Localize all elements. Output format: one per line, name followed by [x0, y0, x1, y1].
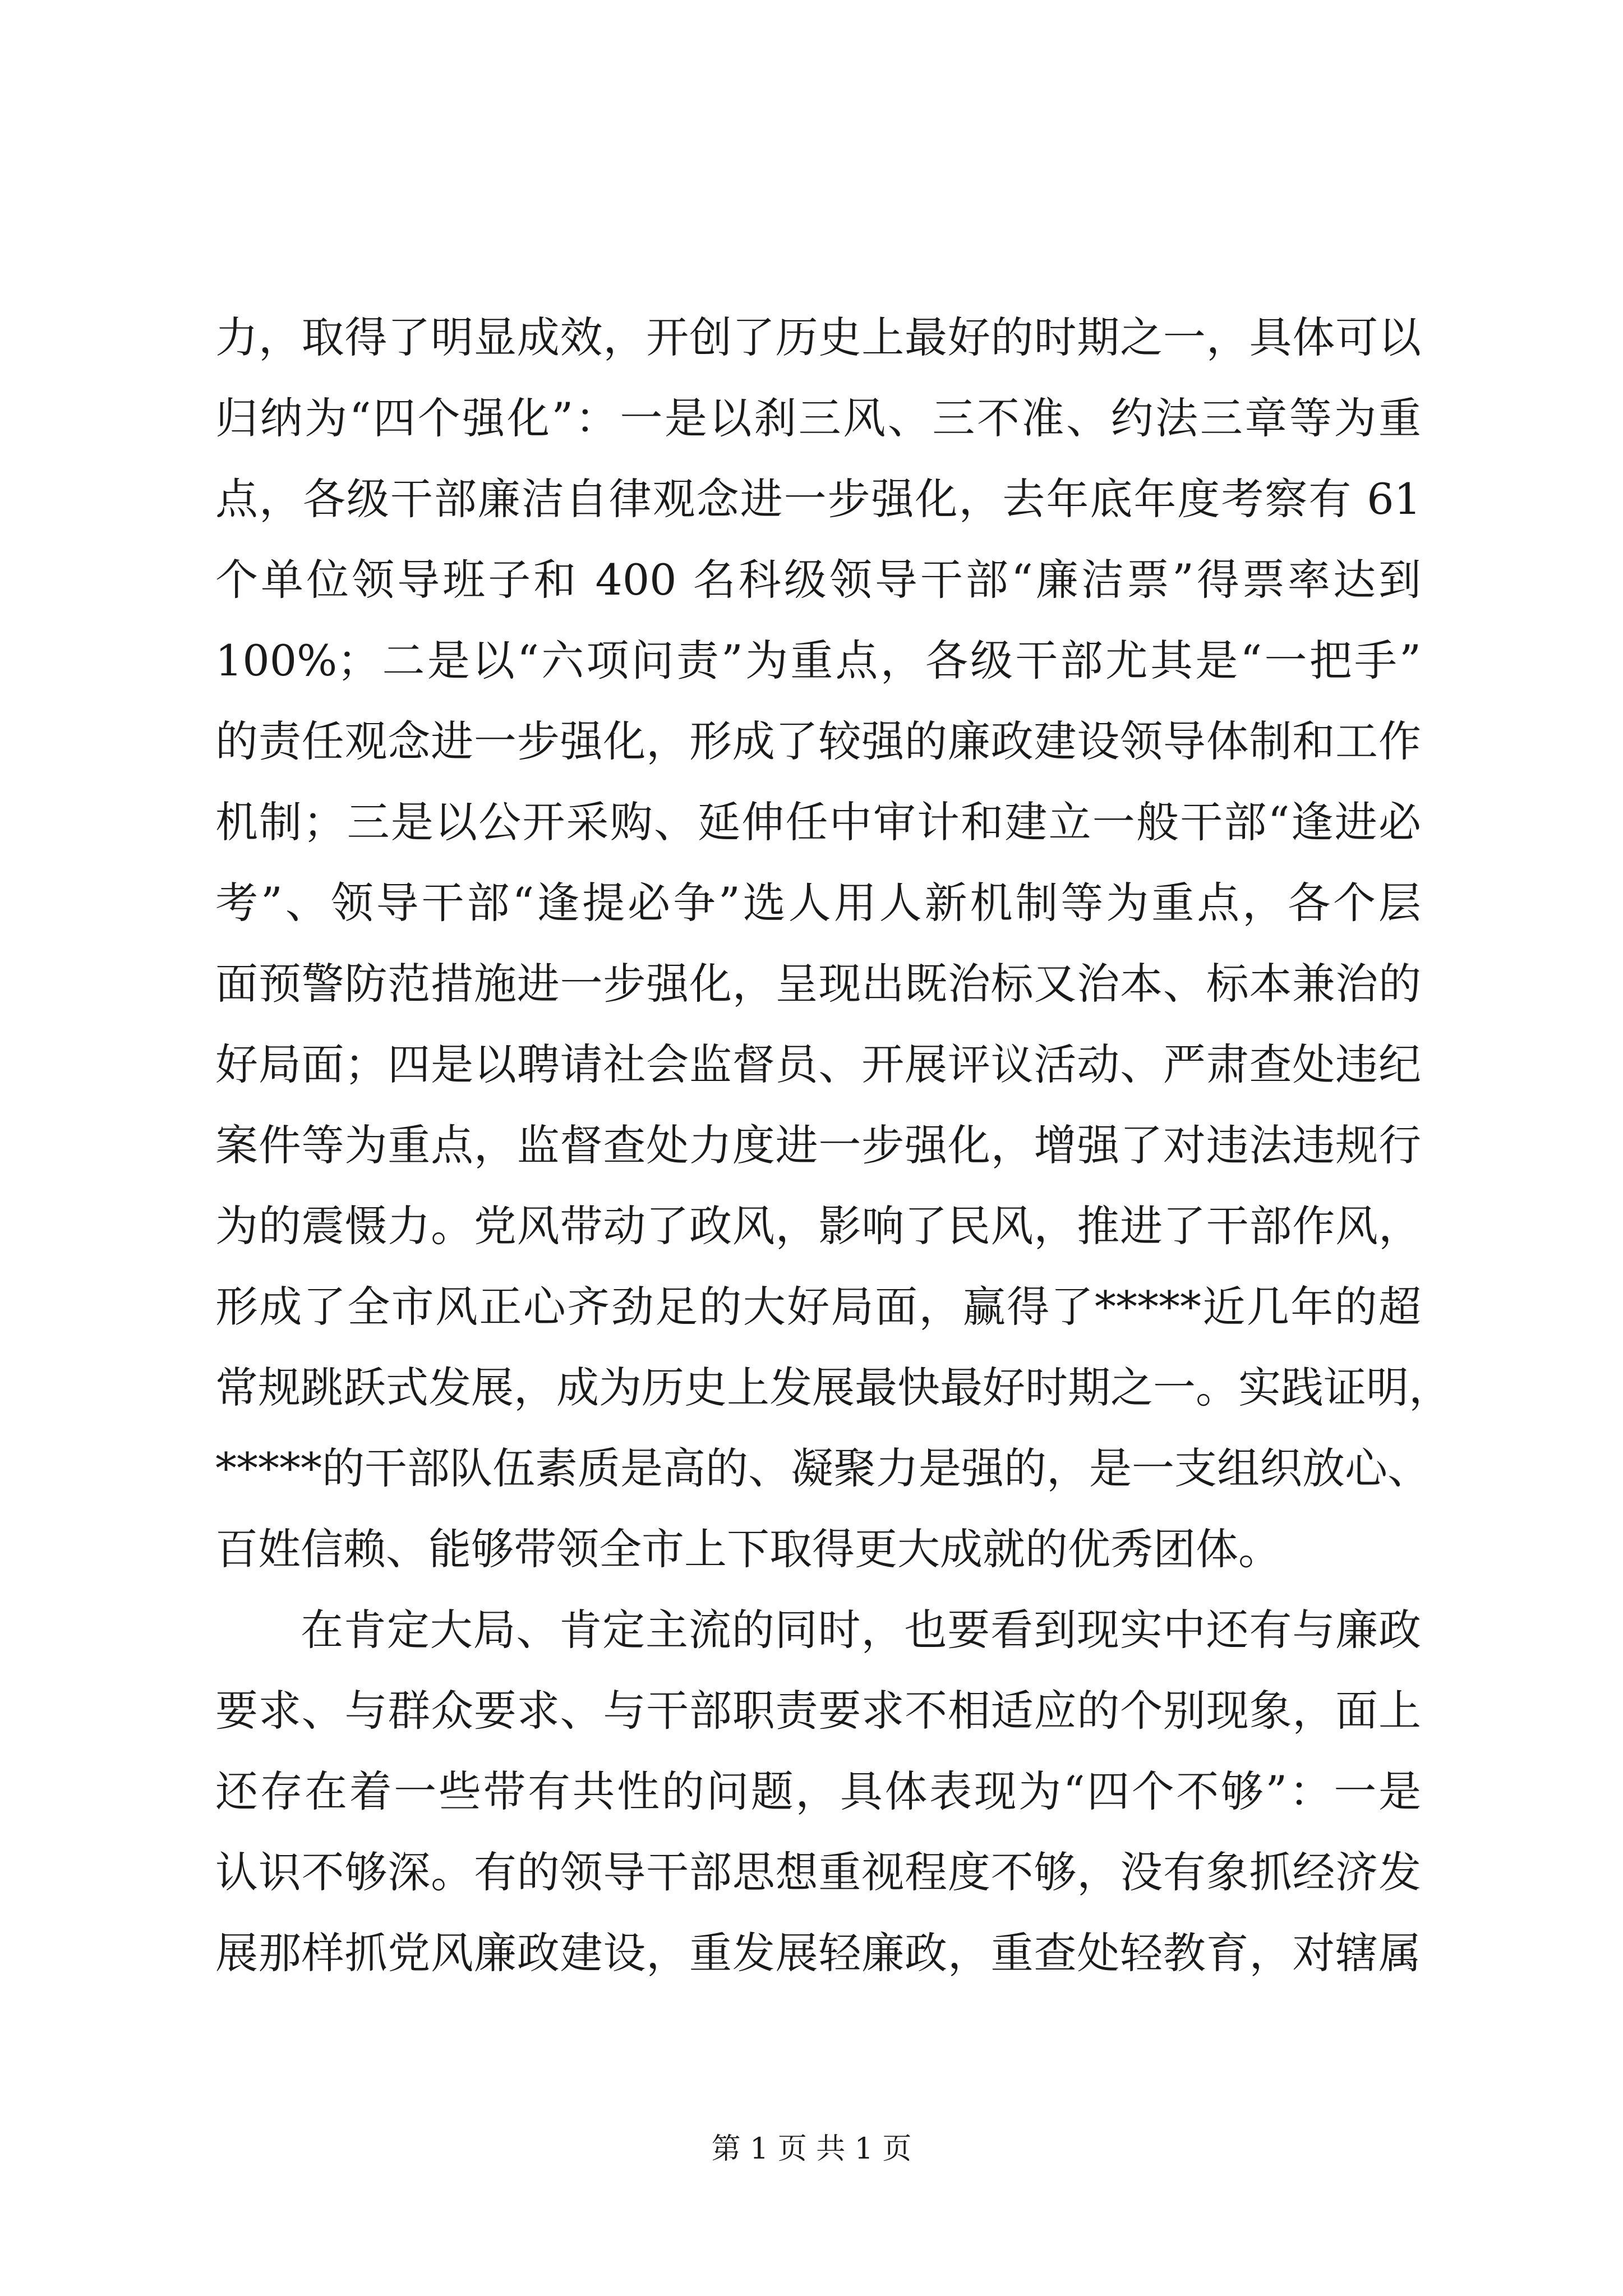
text-line: 展那样抓党风廉政建设，重发展轻廉政，重查处轻教育，对辖属	[215, 1928, 1421, 1978]
text-line: 还存在着一些带有共性的问题，具体表现为“四个不够”：一是	[215, 1766, 1421, 1816]
text-line: 要求、与群众要求、与干部职责要求不相适应的个别现象，面上	[215, 1686, 1421, 1736]
body-text	[215, 297, 1451, 1994]
text-line: 点，各级干部廉洁自律观念进一步强化，去年底年度考察有 61	[215, 474, 1421, 524]
text-line: 机制；三是以公开采购、延伸任中审计和建立一般干部“逢进必	[215, 797, 1421, 847]
text-line: 力，取得了明显成效，开创了历史上最好的时期之一，具体可以	[215, 312, 1421, 362]
text-line: 的责任观念进一步强化，形成了较强的廉政建设领导体制和工作	[215, 716, 1421, 766]
text-line: 认识不够深。有的领导干部思想重视程度不够，没有象抓经济发	[215, 1847, 1421, 1897]
text-line: 常规跳跃式发展，成为历史上发展最快最好时期之一。实践证明，	[215, 1363, 1451, 1412]
text-line: 形成了全市风正心齐劲足的大好局面，赢得了*****近几年的超	[215, 1282, 1421, 1332]
text-line: 案件等为重点，监督查处力度进一步强化，增强了对违法违规行	[215, 1120, 1421, 1170]
text-line: 百姓信赖、能够带领全市上下取得更大成就的优秀团体。	[215, 1524, 1281, 1574]
text-line: 考”、领导干部“逢提必争”选人用人新机制等为重点，各个层	[215, 878, 1421, 928]
text-line: 好局面；四是以聘请社会监督员、开展评议活动、严肃查处违纪	[215, 1039, 1421, 1089]
text-line: 归纳为“四个强化”：一是以刹三风、三不准、约法三章等为重	[215, 393, 1421, 443]
page-number-footer: 第 1 页 共 1 页	[711, 2132, 912, 2166]
text-line: 个单位领导班子和 400 名科级领导干部“廉洁票”得票率达到	[215, 555, 1421, 605]
text-line: *****的干部队伍素质是高的、凝聚力是强的，是一支组织放心、	[215, 1443, 1430, 1493]
text-line: 100%；二是以“六项问责”为重点，各级干部尤其是“一把手”	[215, 636, 1421, 685]
text-line: 在肯定大局、肯定主流的同时，也要看到现实中还有与廉政	[301, 1605, 1421, 1655]
text-line: 为的震慑力。党风带动了政风，影响了民风，推进了干部作风，	[215, 1201, 1421, 1251]
text-line: 面预警防范措施进一步强化，呈现出既治标又治本、标本兼治的	[215, 959, 1421, 1009]
